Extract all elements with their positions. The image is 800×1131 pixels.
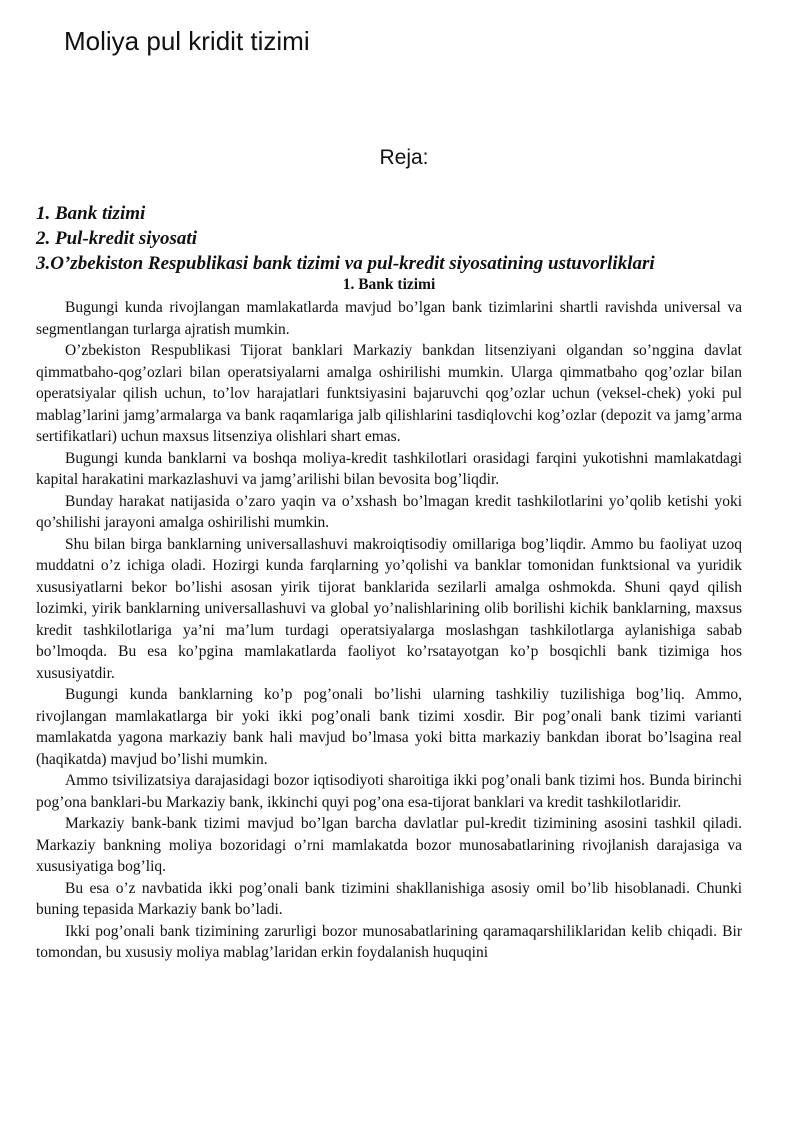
body-text — [36, 297, 742, 964]
paragraph: Bugungi kunda rivojlangan mamlakatlarda mavjud bo’lgan bank tizimlarini shartli ravishda universal va segmentlangan turlarga ajratish mumkin. — [36, 299, 742, 338]
paragraph: Ammo tsivilizatsiya darajasidagi bozor iqtisodiyoti sharoitiga ikki pog’onali bank tizimi hos. Bunda birinchi pog’ona banklari-bu Markaziy bank, ikkinchi quyi pog’ona esa-tijorat banklari va kredit tashkilotlaridir. — [36, 772, 742, 811]
plan-item: 3.O’zbekiston Respublikasi bank tizimi va pul-kredit siyosatining ustuvorliklari — [36, 253, 655, 274]
plan-item: 2. Pul-kredit siyosati — [36, 228, 197, 249]
paragraph: Markaziy bank-bank tizimi mavjud bo’lgan barcha davlatlar pul-kredit tizimining asosini tashkil qiladi. Markaziy bankning moliya bozoridagi o’rni mamlakatda bozor munosabatlarining rivojlanish darajasiga va xususiyatiga bog’liq. — [36, 815, 742, 875]
paragraph: O’zbekiston Respublikasi Tijorat banklari Markaziy bankdan litsenziyani olgandan so’nggina davlat qimmatbaho-qog’ozlari bilan operatsiyalarni amalga oshirilishi mumkin. Ularga qimmatbaho qog’ozlar bilan operatsiyalar qilish uchun, to’lov harajatlari funktsiyasini bajaruvchi qog’ozlar uchun (veksel-chek) yoki pul mablag’larini jamg’armalarga va bank raqamlariga jalb qilishlarini tasdiqlovchi kog’ozlar (depozit va jamg’arma sertifikatlari) uchun maxsus litsenziya olishlari shart emas. — [36, 342, 742, 445]
paragraph: Ikki pog’onali bank tizimining zarurligi bozor munosabatlarining qaramaqarshiliklaridan kelib chiqadi. Bir tomondan, bu xususiy moliya mablag’laridan erkin foydalanish huquqini — [36, 922, 742, 961]
plan-heading: Reja: — [379, 146, 429, 169]
paragraph: Bu esa o’z navbatida ikki pog’onali bank tizimini shakllanishiga asosiy omil bo’lib hisoblanadi. Chunki buning tepasida Markaziy bank bo’ladi. — [36, 879, 742, 918]
plan-item: 1. Bank tizimi — [36, 203, 146, 224]
plan-list — [36, 201, 756, 276]
section-heading: 1. Bank tizimi — [342, 276, 436, 293]
document-title: Moliya pul kridit tizimi — [64, 26, 310, 56]
paragraph: Shu bilan birga banklarning universallashuvi makroiqtisodiy omillariga bog’liqdir. Ammo bu faoliyat uzoq muddatni o’z ichiga oladi. Hozirgi kunda farqlarning yo’qolishi va banklar tomonidan funktsional va yuridik xususiyatlarni bekor bo’lishi asosan yirik tijorat banklarida sezilarli amalga oshmokda. Shuni qayd qilish lozimki, yirik banklarning universallashuvi va global yo’nalishlarining olib borilishi kichik banklarning, maxsus kredit tashkilotlariga ya’ni ma’lum turdagi operatsiyalarga moslashgan tashkilotlarga aylanishiga sabab bo’lmoqda. Bu esa ko’pgina mamlakatlarda faoliyot ko’rsatayotgan ko’p bosqichli bank tizimiga hos xususiyatdir. — [36, 535, 742, 682]
paragraph: Bunday harakat natijasida o’zaro yaqin va o’xshash bo’lmagan kredit tashkilotlarini yo’qolib ketishi yoki qo’shilishi jarayoni amalga oshirilishi mumkin. — [36, 492, 742, 531]
paragraph: Bugungi kunda banklarni va boshqa moliya-kredit tashkilotlari orasidagi farqini yukotishni mamlakatdagi kapital harakatini markazlashuvi va jamg’arilishi bilan bevosita bog’liqdir. — [36, 449, 742, 488]
paragraph: Bugungi kunda banklarning ko’p pog’onali bo’lishi ularning tashkiliy tuzilishiga bog’liq. Ammo, rivojlangan mamlakatlarga bir yoki ikki pog’onali bank tizimi xosdir. Bir pog’onali bank tizimi varianti mamlakatda yagona markaziy bank hali mavjud bo’lmasa yoki bitta markaziy bankdan iborat bo’lsagina real (haqikatda) mavjud bo’lishi mumkin. — [36, 686, 742, 768]
